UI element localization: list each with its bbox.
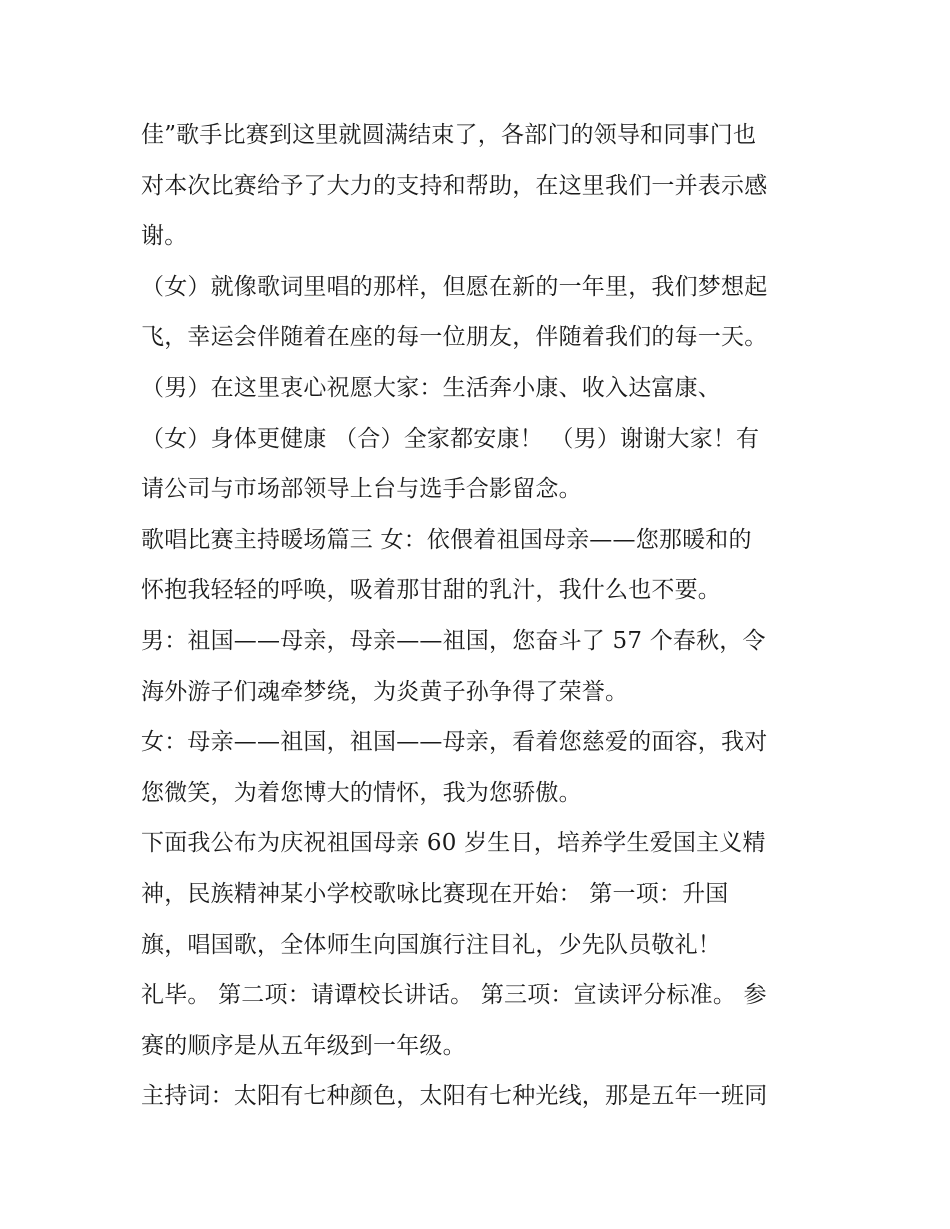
text-line: 怀抱我轻轻的呼唤，吸着那甘甜的乳汁，我什么也不要。 <box>141 577 721 604</box>
text-line: 对本次比赛给予了大力的支持和帮助，在这里我们一并表示感 <box>141 172 768 199</box>
text-line: 飞，幸运会伴随着在座的每一位朋友，伴随着我们的每一天。 <box>141 324 768 351</box>
text-line: 主持词：太阳有七种颜色，太阳有七种光线，那是五年一班同 <box>141 1083 768 1110</box>
text-line: 您微笑，为着您博大的情怀，我为您骄傲。 <box>141 779 582 806</box>
text-line: 歌唱比赛主持暖场篇三 女：依偎着祖国母亲——您那暖和的 <box>141 526 752 553</box>
text-line: 男：祖国——母亲，母亲——祖国，您奋斗了 57 个春秋，令 <box>141 627 766 654</box>
text-line: 下面我公布为庆祝祖国母亲 60 岁生日，培养学生爱国主义精 <box>141 830 766 857</box>
text-line: 谢。 <box>141 223 188 250</box>
text-line: 女：母亲——祖国，祖国——母亲，看着您慈爱的面容，我对 <box>141 729 768 756</box>
text-line: 旗，唱国歌，全体师生向国旗行注目礼，少先队员敬礼！ <box>141 931 721 958</box>
text-line: 赛的顺序是从五年级到一年级。 <box>141 1032 466 1059</box>
text-line: 请公司与市场部领导上台与选手合影留念。 <box>141 476 582 503</box>
text-line: 神，民族精神某小学校歌咏比赛现在开始： 第一项：升国 <box>141 880 729 907</box>
text-line: （女）身体更健康 （合）全家都安康！ （男）谢谢大家！有 <box>141 425 760 452</box>
text-line: 礼毕。 第二项：请谭校长讲话。 第三项：宣读评分标准。 参 <box>141 982 767 1009</box>
text-line: （男）在这里衷心祝愿大家：生活奔小康、收入达富康、 <box>141 374 721 401</box>
text-line: 佳”歌手比赛到这里就圆满结束了，各部门的领导和同事门也 <box>141 122 757 148</box>
document-body <box>141 110 821 1122</box>
text-line: 海外游子们魂牵梦绕，为炎黄子孙争得了荣誉。 <box>141 678 629 705</box>
text-line: （女）就像歌词里唱的那样，但愿在新的一年里，我们梦想起 <box>141 273 768 300</box>
